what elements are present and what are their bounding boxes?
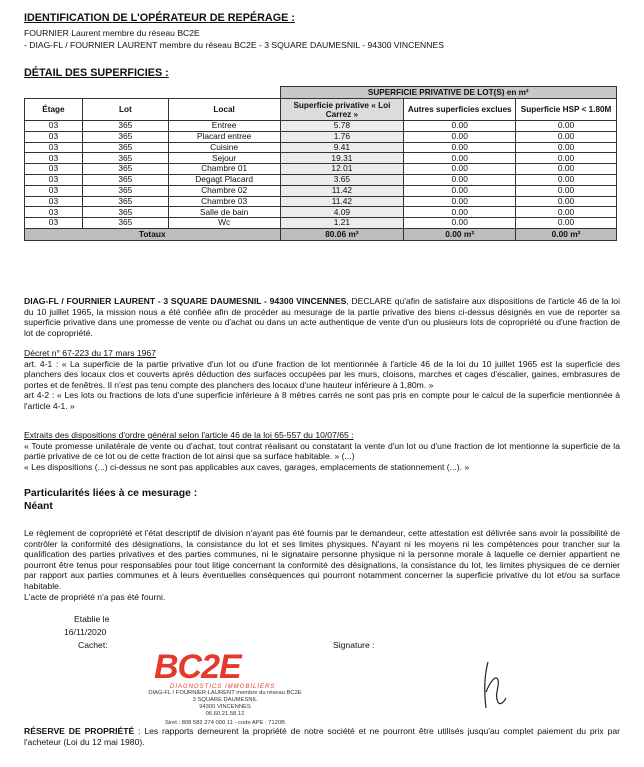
cell-autres: 0.00	[404, 121, 516, 132]
totals-label: Totaux	[25, 228, 281, 240]
particularites-title: Particularités liées à ce mesurage :	[24, 488, 198, 499]
cell-hsp: 0.00	[516, 131, 617, 142]
stamp-line-2: 3 SQUARE DAUMESNIL	[192, 697, 258, 703]
table-row	[25, 218, 617, 229]
ident-line-1: FOURNIER Laurent membre du réseau BC2E	[24, 28, 200, 38]
company-stamp	[100, 648, 350, 732]
cell-sup: 19.31	[280, 153, 404, 164]
cell-local: Sejour	[168, 153, 280, 164]
cell-local: Entree	[168, 121, 280, 132]
reserve-block	[24, 726, 620, 747]
table-row	[25, 131, 617, 142]
decret-art-4-1: art. 4-1 : « La superficie de la partie privative d'un lot ou d'une fraction de lot mentionnée à l'article 46 de la loi du 10 juillet 1965 est la superficie des planchers des locaux clos et couverts après déduction des surfaces occupées par les murs, cloisons, marches et cages d'escalier, gaines, embrasures de portes et de fenêtres. Il n'est pas tenu compte des planchers des locaux d'une hauteur inférieure à 1,80m. »	[24, 358, 620, 390]
cell-lot: 365	[82, 196, 168, 207]
cell-autres: 0.00	[404, 174, 516, 185]
reserve-label: RÉSERVE DE PROPRIÉTÉ	[24, 726, 135, 736]
ident-title: IDENTIFICATION DE L'OPÉRATEUR DE REPÉRAGE :	[24, 12, 295, 24]
extraits-title: Extraits des dispositions d'ordre général selon l'article 46 de la loi 65-557 du 10/07/65 :	[24, 430, 354, 440]
cell-hsp: 0.00	[516, 196, 617, 207]
totals-sup: 80.06 m²	[280, 228, 404, 240]
bc2e-logo: BC2E	[154, 648, 241, 686]
decret-block	[24, 348, 620, 412]
cell-etage: 03	[25, 164, 83, 175]
extraits-p2: « Les dispositions (...) ci-dessus ne sont pas applicables aux caves, garages, emplacements de stationnement (...). »	[24, 461, 470, 472]
cell-lot: 365	[82, 153, 168, 164]
cell-hsp: 0.00	[516, 121, 617, 132]
cell-hsp: 0.00	[516, 207, 617, 218]
reserve-text: : Les rapports demeurent la propriété de notre société et ne pourront être utilisés jusqu'au complet paiement du prix par l'acheteur (Loi du 12 mai 1980).	[24, 726, 620, 747]
cell-local: Placard entree	[168, 131, 280, 142]
detail-title: DÉTAIL DES SUPERFICIES :	[24, 67, 169, 79]
cell-hsp: 0.00	[516, 164, 617, 175]
cell-sup: 1.76	[280, 131, 404, 142]
cell-sup: 11.42	[280, 196, 404, 207]
cell-sup: 3.65	[280, 174, 404, 185]
cell-autres: 0.00	[404, 196, 516, 207]
cell-autres: 0.00	[404, 142, 516, 153]
cell-etage: 03	[25, 131, 83, 142]
cell-local: Cuisine	[168, 142, 280, 153]
table-row	[25, 196, 617, 207]
cell-local: Wc	[168, 218, 280, 229]
declaration-company: DIAG-FL / FOURNIER LAURENT - 3 SQUARE DAUMESNIL - 94300 VINCENNES	[24, 296, 347, 306]
cell-sup: 1.21	[280, 218, 404, 229]
cell-sup: 9.41	[280, 142, 404, 153]
cell-autres: 0.00	[404, 153, 516, 164]
stamp-line-5: Siret : 808 582 274 000 11 - code APE : 7120B	[164, 720, 286, 726]
col-etage: Étage	[25, 99, 83, 121]
cell-hsp: 0.00	[516, 185, 617, 196]
decret-art-4-2: art 4-2 : « Les lots ou fractions de lots d'une superficie inférieure à 8 mètres carrés ne sont pas pris en compte pour le calcul de la superficie mentionnée à l'article 4-1. »	[24, 390, 620, 411]
totals-hsp: 0.00 m²	[516, 228, 617, 240]
cell-etage: 03	[25, 121, 83, 132]
cell-lot: 365	[82, 131, 168, 142]
ident-line-2: - DIAG-FL / FOURNIER LAURENT membre du réseau BC2E - 3 SQUARE DAUMESNIL - 94300 VINCENNES	[24, 40, 444, 50]
cell-hsp: 0.00	[516, 174, 617, 185]
etablie-label: Etablie le	[74, 614, 110, 624]
col-hsp: Superficie HSP < 1.80M	[516, 99, 617, 121]
signature-label: Signature :	[333, 640, 375, 650]
particularites-value: Néant	[24, 501, 53, 512]
cell-lot: 365	[82, 185, 168, 196]
cell-autres: 0.00	[404, 218, 516, 229]
col-autres: Autres superficies exclues	[404, 99, 516, 121]
cell-hsp: 0.00	[516, 142, 617, 153]
cell-sup: 4.09	[280, 207, 404, 218]
cell-etage: 03	[25, 196, 83, 207]
stamp-line-1: DIAG-FL / FOURNIER LAURENT membre du réseau BC2E	[148, 690, 302, 696]
decret-title: Décret n° 67-223 du 17 mars 1967	[24, 348, 156, 358]
table-row	[25, 121, 617, 132]
totals-row	[25, 228, 617, 240]
reglement-block	[24, 528, 620, 602]
totals-autres: 0.00 m²	[404, 228, 516, 240]
bc2e-logo-subtitle: DIAGNOSTICS IMMOBILIERS	[170, 684, 276, 690]
col-sup-priv: Superficie privative « Loi Carrez »	[280, 99, 404, 121]
cell-etage: 03	[25, 142, 83, 153]
cell-sup: 11.42	[280, 185, 404, 196]
cell-lot: 365	[82, 218, 168, 229]
table-row	[25, 207, 617, 218]
cell-hsp: 0.00	[516, 153, 617, 164]
cell-autres: 0.00	[404, 131, 516, 142]
group-header: SUPERFICIE PRIVATIVE DE LOT(S) en m²	[280, 87, 616, 99]
handwritten-signature	[470, 652, 520, 712]
cachet-label: Cachet:	[78, 640, 108, 650]
superficies-table	[24, 86, 617, 241]
col-local: Local	[168, 99, 280, 121]
cell-local: Chambre 01	[168, 164, 280, 175]
reglement-text: Le règlement de copropriété et l'état descriptif de division n'ayant pas été fournis par le demandeur, cette attestation est délivrée sans avoir la possibilité de contrôler la conformité des désignations, la consistance du lot et ses limites physiques. N'ayant ni les moyens ni les compétences pour trancher sur la qualification des parties privatives et des parties communes, ni le signataire personne physique ni la personne morale à laquelle ce dernier appartient ne pourront être tenus pour responsables pour tout litige concernant la conformité des désignations, la consistance du lot, les limites physiques de ce dernier par rapport aux parties communes et à leurs éventuelles conséquences qui pourront notamment concerner la superficie privative du lot et/ou sa surface habitable.	[24, 528, 620, 591]
table-row	[25, 153, 617, 164]
cell-local: Salle de bain	[168, 207, 280, 218]
stamp-line-3: 94300 VINCENNES	[199, 704, 251, 710]
etablie-date: 16/11/2020	[64, 627, 107, 637]
table-row	[25, 164, 617, 175]
col-lot: Lot	[82, 99, 168, 121]
table-row	[25, 174, 617, 185]
table-row	[25, 185, 617, 196]
cell-autres: 0.00	[404, 207, 516, 218]
cell-lot: 365	[82, 121, 168, 132]
acte-text: L'acte de propriété n'a pas été fourni.	[24, 591, 166, 602]
cell-lot: 365	[82, 207, 168, 218]
cell-etage: 03	[25, 174, 83, 185]
cell-local: Chambre 03	[168, 196, 280, 207]
cell-local: Degagt Placard	[168, 174, 280, 185]
stamp-line-4: 06.60.21.58.12	[205, 711, 245, 717]
cell-etage: 03	[25, 207, 83, 218]
table-row	[25, 142, 617, 153]
declaration-text: , DECLARE qu'afin de satisfaire aux dispositions de l'article 46 de la loi du 10 juillet 1965, la mission nous a été confiée afin de procéder au mesurage de la partie privative des biens ci-dessus désignés en vue de reporter sa superficie privative dans une promesse de vente ou d'achat ou dans un acte authentique de vente d'un ou plusieurs lots de copropriété ou d'une fraction de lot de copropriété.	[24, 296, 620, 338]
extraits-block	[24, 430, 620, 472]
cell-lot: 365	[82, 164, 168, 175]
cell-sup: 12.01	[280, 164, 404, 175]
cell-lot: 365	[82, 174, 168, 185]
cell-etage: 03	[25, 218, 83, 229]
declaration-paragraph	[24, 296, 620, 338]
cell-etage: 03	[25, 153, 83, 164]
extraits-p1: « Toute promesse unilatérale de vente ou d'achat, tout contrat réalisant ou constatant la vente d'un lot ou d'une fraction de lot mentionne la superficie de la partie privative de ce lot ou de cette fraction de lot ainsi que sa surface habitable. » (...)	[24, 440, 620, 462]
cell-lot: 365	[82, 142, 168, 153]
cell-local: Chambre 02	[168, 185, 280, 196]
cell-hsp: 0.00	[516, 218, 617, 229]
cell-sup: 5.78	[280, 121, 404, 132]
cell-autres: 0.00	[404, 185, 516, 196]
cell-autres: 0.00	[404, 164, 516, 175]
cell-etage: 03	[25, 185, 83, 196]
